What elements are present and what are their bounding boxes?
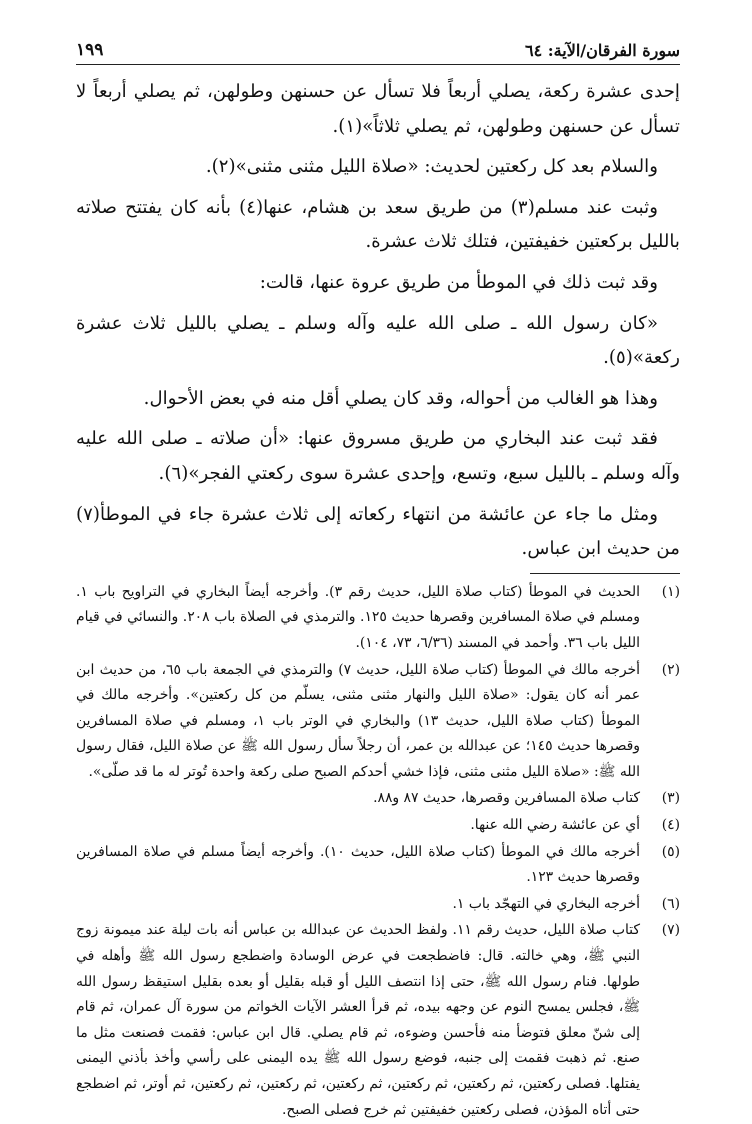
paragraph: وثبت عند مسلم(٣) من طريق سعد بن هشام، عنها(٤) بأنه كان يفتتح صلاته بالليل بركعتين خفيفتين، فتلك ثلاث عشرة. <box>76 196 680 253</box>
main-text <box>76 75 680 567</box>
footnote-text: أخرجه البخاري في التهجّد باب ١. <box>452 895 640 912</box>
paragraph: والسلام بعد كل ركعتين لحديث: «صلاة الليل مثنى مثنى»(٢). <box>205 156 658 178</box>
footnote-number: (٧) <box>661 922 680 939</box>
footnote-text: كتاب صلاة المسافرين وقصرها، حديث ٨٧ و٨٨. <box>373 790 640 807</box>
footnote-text: أخرجه مالك في الموطأ (كتاب صلاة الليل، حديث ٧) والترمذي في الجمعة باب ٦٥، من حديث ابن عمر أنه كان يقول: «صلاة الليل والنهار مثنى مثنى، يسلّم من كل ركعتين». وأخرجه مالك في الموطأ (كتاب صلاة الليل، حديث ١٣) والبخاري في الوتر باب ١، ومسلم في صلاة المسافرين وقصرها حديث ١٤٥؛ عن عبدالله بن عمر، أن رجلاً سأل رسول الله ﷺ عن صلاة الليل، فقال رسول الله ﷺ: «صلاة الليل مثنى مثنى، فإذا خشي أحدكم الصبح صلى ركعة واحدة تُوتر له ما قد صلّى». <box>76 661 641 780</box>
footnote-number: (١) <box>661 583 680 600</box>
quote-paragraph: «كان رسول الله ـ صلى الله عليه وآله وسلم ـ يصلي بالليل ثلاث عشرة ركعة»(٥). <box>76 312 680 369</box>
footnote <box>76 918 680 1123</box>
footnote <box>76 786 680 812</box>
footnote-number: (٣) <box>661 790 680 807</box>
footnote-number: (٥) <box>661 843 680 860</box>
footnote-separator <box>530 573 680 574</box>
paragraph: إحدى عشرة ركعة، يصلي أربعاً فلا تسأل عن حسنهن وطولهن، ثم يصلي أربعاً لا تسأل عن حسنهن وطولهن، ثم يصلي ثلاثاً»(١). <box>76 81 680 137</box>
footnote-text: الحديث في الموطأ (كتاب صلاة الليل، حديث رقم ٣). وأخرجه أيضاً البخاري في التراويح باب ١. ومسلم في صلاة المسافرين وقصرها حديث ١٢٥. والترمذي في الصلاة باب ٢٠٨. والنسائي في قيام الليل باب ٣٦. وأحمد في المسند (٦/٣٦، ٧٣، ١٠٤). <box>76 583 640 651</box>
footnote-number: (٤) <box>661 817 680 834</box>
footnote <box>76 813 680 839</box>
book-page <box>76 30 680 1124</box>
paragraph: ومثل ما جاء عن عائشة من انتهاء ركعاته إلى ثلاث عشرة جاء في الموطأ(٧) من حديث ابن عباس. <box>76 503 680 560</box>
page-number: ١٩٩ <box>76 40 104 60</box>
footnote-number: (٦) <box>661 895 680 912</box>
surah-title: سورة الفرقان/الآية: ٦٤ <box>525 41 680 60</box>
footnote <box>76 580 680 657</box>
paragraph: وهذا هو الغالب من أحواله، وقد كان يصلي أقل منه في بعض الأحوال. <box>143 387 658 409</box>
page-header <box>76 30 680 65</box>
footnote-text: أخرجه مالك في الموطأ (كتاب صلاة الليل، حديث ١٠). وأخرجه أيضاً مسلم في صلاة المسافرين وقصرها حديث ١٢٣. <box>76 843 640 886</box>
footnote-text: كتاب صلاة الليل، حديث رقم ١١. ولفظ الحديث عن عبدالله بن عباس أنه بات ليلة عند ميمونة زوج النبي ﷺ، وهي خالته. قال: فاضطجعت في عرض الوسادة واضطجع رسول الله ﷺ وأهله في طولها. فنام رسول الله ﷺ، حتى إذا انتصف الليل أو قبله بقليل أو بعده بقليل استيقظ رسول الله ﷺ، فجلس يمسح النوم عن وجهه بيده، ثم قرأ العشر الآيات الخواتم من سورة آل عمران، ثم قام إلى شنّ معلق فتوضأ منه فأحسن وضوءه، ثم قام يصلي. قال ابن عباس: فقمت فصنعت مثل ما صنع. ثم ذهبت فقمت إلى جنبه، فوضع رسول الله ﷺ يده اليمنى على رأسي وأخذ بأذني اليمنى يفتلها. فصلى ركعتين، ثم ركعتين، ثم ركعتين، ثم ركعتين، ثم ركعتين، ثم ركعتين، ثم أوتر، ثم اضطجع حتى أتاه المؤذن، فصلى ركعتين خفيفتين ثم خرج فصلى الصبح. <box>76 922 640 1118</box>
footnote <box>76 892 680 918</box>
paragraph: وقد ثبت ذلك في الموطأ من طريق عروة عنها، قالت: <box>259 271 658 293</box>
footnote-text: أي عن عائشة رضي الله عنها. <box>470 817 640 834</box>
footnote <box>76 840 680 891</box>
footnotes <box>76 580 680 1123</box>
footnote <box>76 658 680 786</box>
footnote-number: (٢) <box>661 661 680 678</box>
paragraph: فقد ثبت عند البخاري من طريق مسروق عنها: «أن صلاته ـ صلى الله عليه وآله وسلم ـ بالليل سبع، وتسع، وإحدى عشرة سوى ركعتي الفجر»(٦). <box>76 428 680 484</box>
